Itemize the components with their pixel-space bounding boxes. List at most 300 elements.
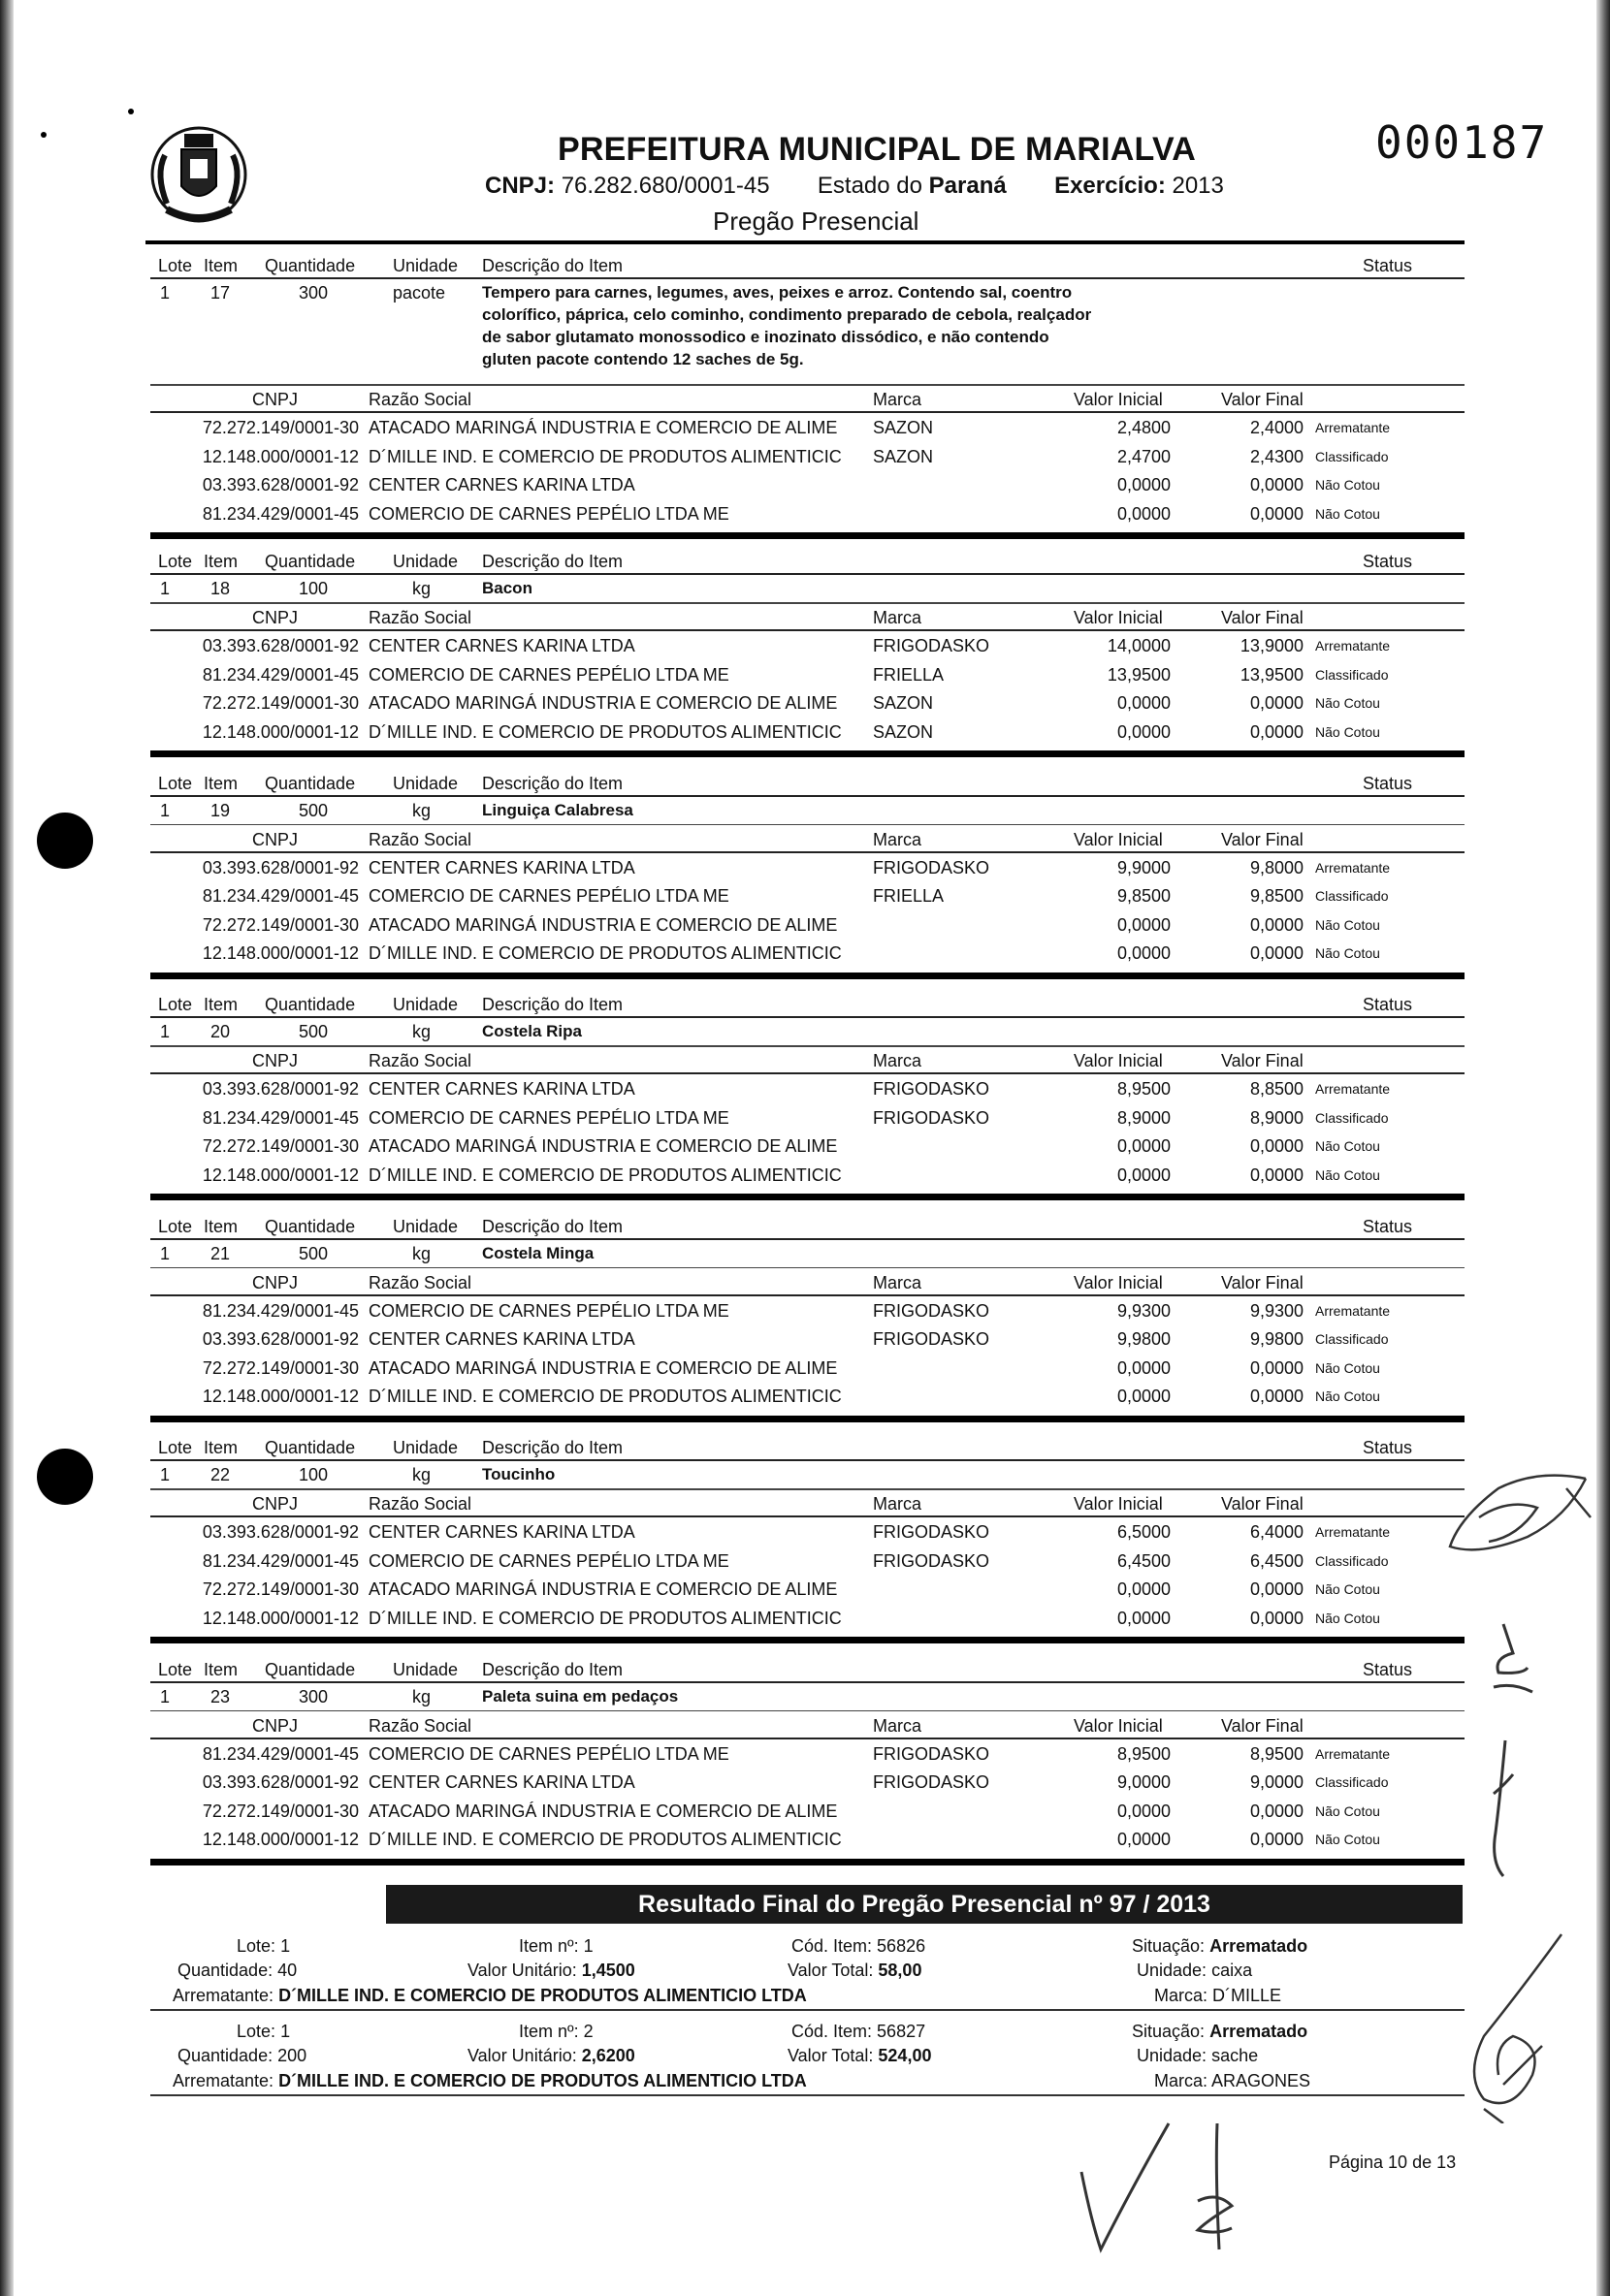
col-header-valor-final: Valor Final (1221, 390, 1304, 409)
col-header-razao: Razão Social (369, 829, 472, 849)
result-cod-item-label: Cód. Item: (791, 1936, 873, 1956)
result-marca (1154, 1986, 1281, 2006)
quantidade-value: 300 (299, 283, 329, 303)
unidade-value: kg (412, 1686, 432, 1706)
bid-valor-inicial: 0,0000 (1116, 1357, 1171, 1378)
bid-valor-inicial: 0,0000 (1116, 1164, 1171, 1185)
result-item-value: 1 (583, 1936, 594, 1956)
result-item-label: Item nº: (519, 1936, 579, 1956)
result-unidade-value: caixa (1211, 1961, 1253, 1980)
col-header-item: Item (204, 995, 239, 1015)
result-arrematante-value: D´MILLE IND. E COMERCIO DE PRODUTOS ALIMENTICIO LTDA (278, 2071, 807, 2090)
lote-value: 1 (160, 1686, 171, 1706)
result-arrematante-label: Arrematante: (173, 1986, 274, 2005)
result-marca-value: D´MILLE (1212, 1986, 1282, 2005)
col-header-lote: Lote (158, 552, 193, 571)
col-header-status: Status (1363, 552, 1413, 571)
bid-row (150, 884, 1465, 908)
col-header-descricao: Descrição do Item (482, 552, 624, 571)
year-label: Exercício: (1054, 173, 1166, 199)
lote-value: 1 (160, 1243, 171, 1263)
bid-status: Não Cotou (1315, 505, 1380, 522)
item-description: Costela Minga (482, 1243, 595, 1262)
lots-list (150, 254, 1465, 1880)
bid-razao-social: COMERCIO DE CARNES PEPÉLIO LTDA ME (369, 1300, 729, 1321)
header-info-line (485, 173, 1224, 200)
bid-header-row (150, 1714, 1465, 1739)
quantidade-value: 500 (299, 1243, 329, 1263)
bid-cnpj: 81.234.429/0001-45 (202, 503, 359, 524)
col-header-valor-inicial: Valor Inicial (1074, 829, 1163, 849)
bid-marca: FRIGODASKO (873, 1107, 990, 1128)
bid-marca: SAZON (873, 721, 934, 742)
bid-row (150, 856, 1465, 879)
ink-dot (41, 132, 47, 138)
bid-valor-final: 13,9000 (1240, 636, 1304, 655)
bid-valor-inicial: 0,0000 (1116, 693, 1171, 713)
divider (150, 1710, 1465, 1712)
col-header-lote: Lote (158, 1438, 193, 1458)
item-value: 21 (210, 1243, 231, 1263)
bid-valor-inicial: 0,0000 (1116, 1387, 1171, 1407)
lot-section (150, 993, 1465, 1215)
bid-marca: SAZON (873, 446, 934, 466)
result-item (519, 2022, 594, 2042)
bid-status: Não Cotou (1315, 1388, 1380, 1405)
page-number: Página 10 de 13 (1329, 2152, 1457, 2172)
bid-status: Arrematante (1315, 1745, 1391, 1762)
bid-razao-social: ATACADO MARINGÁ INDUSTRIA E COMERCIO DE ALIME (369, 693, 838, 713)
bid-razao-social: CENTER CARNES KARINA LTDA (369, 1772, 635, 1793)
col-header-lote: Lote (158, 995, 193, 1015)
bid-marca: SAZON (873, 418, 934, 437)
bid-status: Classificado (1315, 448, 1389, 464)
bid-row (150, 1607, 1465, 1630)
bid-row (150, 1164, 1465, 1187)
bid-valor-inicial: 0,0000 (1116, 721, 1171, 742)
result-marca-label: Marca: (1154, 1986, 1208, 2005)
bid-status: Classificado (1315, 1774, 1389, 1791)
header-rule (145, 240, 1465, 244)
lot-end-rule (150, 1637, 1465, 1643)
bid-valor-inicial: 0,0000 (1116, 943, 1171, 964)
result-lote-label: Lote: (237, 1936, 276, 1956)
bid-status: Classificado (1315, 1552, 1389, 1569)
result-marca (1154, 2071, 1310, 2091)
col-header-valor-final: Valor Final (1221, 1715, 1304, 1736)
col-header-item: Item (204, 1438, 239, 1458)
result-situacao-label: Situação: (1132, 1936, 1206, 1956)
lot-end-rule (150, 1194, 1465, 1200)
col-header-unidade: Unidade (393, 552, 459, 571)
bid-valor-final: 13,9500 (1240, 664, 1304, 685)
col-header-descricao: Descrição do Item (482, 773, 624, 793)
bid-row (150, 445, 1465, 468)
state-label: Estado do (817, 173, 922, 199)
bid-valor-final: 8,9000 (1249, 1107, 1304, 1128)
lote-value: 1 (160, 1465, 171, 1485)
bid-status: Classificado (1315, 1331, 1389, 1348)
item-description (482, 281, 1161, 370)
bid-cnpj: 12.148.000/0001-12 (202, 1830, 359, 1850)
col-header-item: Item (204, 1216, 239, 1236)
bid-valor-inicial: 0,0000 (1116, 1579, 1171, 1600)
col-header-quantidade: Quantidade (265, 773, 356, 793)
year-value: 2013 (1172, 173, 1224, 199)
bid-valor-final: 2,4300 (1249, 446, 1304, 466)
col-header-quantidade: Quantidade (265, 552, 356, 571)
item-value: 20 (210, 1022, 231, 1042)
col-header-valor-inicial: Valor Inicial (1074, 1051, 1163, 1071)
bid-row (150, 1520, 1465, 1544)
bid-status: Classificado (1315, 1109, 1389, 1126)
item-value: 17 (210, 283, 231, 303)
bid-valor-inicial: 8,9500 (1116, 1079, 1171, 1100)
result-valor-unitario-value: 2,6200 (581, 2046, 635, 2065)
col-header-unidade: Unidade (393, 1216, 459, 1236)
unidade-value: kg (412, 1243, 432, 1263)
bid-row (150, 913, 1465, 937)
result-marca-value: ARAGONES (1211, 2071, 1311, 2090)
result-arrematante (173, 2071, 807, 2091)
bid-row (150, 1356, 1465, 1380)
col-header-unidade: Unidade (393, 773, 459, 793)
result-lote-value: 1 (280, 1936, 291, 1956)
result-item-label: Item nº: (519, 2022, 579, 2041)
bid-valor-final: 0,0000 (1249, 693, 1304, 713)
bid-valor-final: 0,0000 (1249, 1164, 1304, 1185)
signature-initials-2 (1484, 1614, 1542, 1702)
result-situacao (1132, 2022, 1307, 2042)
bid-header-row (150, 1049, 1465, 1074)
state-value: Paraná (928, 173, 1007, 199)
lot-end-rule (150, 750, 1465, 757)
bid-razao-social: COMERCIO DE CARNES PEPÉLIO LTDA ME (369, 1107, 729, 1128)
result-valor-total (788, 2046, 931, 2066)
bid-cnpj: 72.272.149/0001-30 (202, 1579, 359, 1600)
lot-end-rule (150, 973, 1465, 979)
bid-valor-inicial: 0,0000 (1116, 1136, 1171, 1157)
item-description-line: Tempero para carnes, legumes, aves, peixes e arroz. Contendo sal, coentro (482, 283, 1073, 302)
lot-item-row (150, 1020, 1465, 1043)
col-header-valor-final: Valor Final (1221, 1272, 1304, 1292)
bid-razao-social: D´MILLE IND. E COMERCIO DE PRODUTOS ALIMENTICIC (369, 446, 842, 466)
bid-cnpj: 81.234.429/0001-45 (202, 1300, 359, 1321)
bid-valor-inicial: 0,0000 (1116, 1830, 1171, 1850)
quantidade-value: 100 (299, 1465, 329, 1485)
bid-valor-final: 9,9800 (1249, 1329, 1304, 1350)
col-header-razao: Razão Social (369, 1715, 472, 1736)
bid-marca: FRIGODASKO (873, 636, 990, 655)
result-valor-total-label: Valor Total: (788, 2046, 874, 2065)
bid-razao-social: CENTER CARNES KARINA LTDA (369, 636, 635, 655)
bid-cnpj: 03.393.628/0001-92 (202, 1772, 359, 1793)
result-valor-total-value: 58,00 (878, 1961, 922, 1980)
result-valor-total-value: 524,00 (878, 2046, 932, 2065)
col-header-quantidade: Quantidade (265, 1438, 356, 1458)
bid-cnpj: 72.272.149/0001-30 (202, 418, 359, 437)
bid-status: Classificado (1315, 888, 1389, 905)
bid-razao-social: COMERCIO DE CARNES PEPÉLIO LTDA ME (369, 664, 729, 685)
bid-valor-final: 0,0000 (1249, 1387, 1304, 1407)
divider (150, 1045, 1465, 1047)
col-header-cnpj: CNPJ (252, 608, 299, 627)
col-header-marca: Marca (873, 1494, 922, 1515)
col-header-cnpj: CNPJ (252, 1051, 299, 1071)
bid-row (150, 691, 1465, 715)
bid-header-row (150, 388, 1465, 413)
result-divider (150, 2009, 1465, 2011)
punch-hole (37, 1449, 93, 1505)
lot-header-row (150, 550, 1465, 575)
bid-valor-inicial: 8,9000 (1116, 1107, 1171, 1128)
col-header-valor-final: Valor Final (1221, 608, 1304, 627)
bid-cnpj: 81.234.429/0001-45 (202, 1743, 359, 1764)
bid-marca: FRIGODASKO (873, 1522, 990, 1543)
lot-section (150, 772, 1465, 994)
result-unidade-label: Unidade: (1137, 1961, 1208, 1980)
result-item (519, 1936, 594, 1957)
bid-razao-social: COMERCIO DE CARNES PEPÉLIO LTDA ME (369, 1743, 729, 1764)
bid-cnpj: 12.148.000/0001-12 (202, 446, 359, 466)
bid-row (150, 1800, 1465, 1823)
lot-header-row (150, 1436, 1465, 1461)
divider (150, 1488, 1465, 1490)
lot-item-row (150, 1463, 1465, 1486)
bid-valor-final: 0,0000 (1249, 914, 1304, 935)
bid-valor-final: 9,8000 (1249, 857, 1304, 877)
col-header-item: Item (204, 773, 239, 793)
bid-cnpj: 81.234.429/0001-45 (202, 664, 359, 685)
bid-status: Não Cotou (1315, 1166, 1380, 1183)
col-header-cnpj: CNPJ (252, 829, 299, 849)
bid-valor-final: 0,0000 (1249, 943, 1304, 964)
bid-valor-inicial: 9,9300 (1116, 1300, 1171, 1321)
bid-header-row (150, 828, 1465, 853)
result-lote (237, 2022, 290, 2042)
bid-status: Não Cotou (1315, 1359, 1380, 1376)
bid-header-row (150, 1492, 1465, 1517)
bid-valor-final: 0,0000 (1249, 1801, 1304, 1821)
col-header-item: Item (204, 552, 239, 571)
result-divider (150, 2094, 1465, 2096)
divider (150, 1267, 1465, 1269)
municipal-crest-icon (145, 116, 252, 233)
col-header-valor-final: Valor Final (1221, 1051, 1304, 1071)
col-header-descricao: Descrição do Item (482, 995, 624, 1015)
lot-item-row (150, 799, 1465, 822)
bid-row (150, 502, 1465, 526)
result-cod-item (791, 1936, 925, 1957)
result-lote-label: Lote: (237, 2022, 276, 2041)
unidade-value: kg (412, 579, 432, 598)
bid-razao-social: ATACADO MARINGÁ INDUSTRIA E COMERCIO DE ALIME (369, 418, 838, 437)
bid-valor-inicial: 2,4800 (1116, 418, 1171, 437)
bid-valor-inicial: 9,8500 (1116, 886, 1171, 907)
bid-cnpj: 81.234.429/0001-45 (202, 1550, 359, 1571)
bid-valor-final: 0,0000 (1249, 475, 1304, 494)
bid-valor-final: 6,4500 (1249, 1550, 1304, 1571)
bid-marca: FRIGODASKO (873, 1079, 990, 1100)
signature-initials-3 (1476, 1736, 1525, 1881)
bid-valor-inicial: 0,0000 (1116, 503, 1171, 524)
col-header-descricao: Descrição do Item (482, 256, 624, 275)
bid-valor-final: 0,0000 (1249, 503, 1304, 524)
lot-header-row (150, 254, 1465, 279)
bid-row (150, 720, 1465, 744)
bid-status: Arrematante (1315, 859, 1391, 876)
bid-valor-final: 9,9300 (1249, 1300, 1304, 1321)
bid-row (150, 1549, 1465, 1573)
lot-header-row (150, 1215, 1465, 1240)
page-title: PREFEITURA MUNICIPAL DE MARIALVA (558, 131, 1197, 168)
lot-end-rule (150, 1416, 1465, 1422)
document-header (145, 116, 1549, 247)
bid-status: Não Cotou (1315, 1581, 1380, 1598)
result-valor-unitario (467, 1961, 635, 1981)
bid-marca: FRIGODASKO (873, 1772, 990, 1793)
col-header-razao: Razão Social (369, 1494, 472, 1515)
bid-cnpj: 81.234.429/0001-45 (202, 886, 359, 907)
col-header-marca: Marca (873, 390, 922, 409)
lot-item-row (150, 1685, 1465, 1708)
bid-cnpj: 81.234.429/0001-45 (202, 1107, 359, 1128)
bid-valor-final: 8,9500 (1249, 1743, 1304, 1764)
lot-item-row (150, 577, 1465, 600)
bid-row (150, 1770, 1465, 1794)
col-header-unidade: Unidade (393, 256, 459, 275)
bid-razao-social: CENTER CARNES KARINA LTDA (369, 1522, 635, 1543)
result-quantidade-value: 40 (277, 1961, 298, 1980)
col-header-item: Item (204, 1659, 239, 1679)
bid-valor-inicial: 6,4500 (1116, 1550, 1171, 1571)
bid-valor-inicial: 9,9000 (1116, 857, 1171, 877)
bid-valor-final: 0,0000 (1249, 721, 1304, 742)
bid-cnpj: 72.272.149/0001-30 (202, 1801, 359, 1821)
page-edge-left (0, 0, 14, 2296)
result-item-value: 2 (583, 2022, 594, 2041)
quantidade-value: 500 (299, 800, 329, 820)
bid-marca: FRIGODASKO (873, 1300, 990, 1321)
col-header-quantidade: Quantidade (265, 1659, 356, 1679)
bid-row (150, 1327, 1465, 1351)
bid-razao-social: COMERCIO DE CARNES PEPÉLIO LTDA ME (369, 1550, 729, 1571)
bid-marca: FRIGODASKO (873, 857, 990, 877)
col-header-razao: Razão Social (369, 1272, 472, 1292)
bid-cnpj: 72.272.149/0001-30 (202, 693, 359, 713)
bid-row (150, 1742, 1465, 1766)
bid-cnpj: 72.272.149/0001-30 (202, 914, 359, 935)
lot-section (150, 254, 1465, 550)
lot-section (150, 1436, 1465, 1658)
bid-razao-social: ATACADO MARINGÁ INDUSTRIA E COMERCIO DE ALIME (369, 1579, 838, 1600)
divider (150, 384, 1465, 386)
col-header-status: Status (1363, 1216, 1413, 1236)
result-arrematante-label: Arrematante: (173, 2071, 274, 2090)
bid-cnpj: 12.148.000/0001-12 (202, 1387, 359, 1407)
col-header-razao: Razão Social (369, 390, 472, 409)
cnpj-label: CNPJ: (485, 173, 556, 199)
result-valor-unitario (467, 2046, 635, 2066)
col-header-cnpj: CNPJ (252, 390, 299, 409)
bid-cnpj: 03.393.628/0001-92 (202, 1522, 359, 1543)
bid-status: Arrematante (1315, 420, 1391, 435)
col-header-valor-final: Valor Final (1221, 1494, 1304, 1515)
divider (150, 602, 1465, 604)
bid-cnpj: 03.393.628/0001-92 (202, 1079, 359, 1100)
col-header-descricao: Descrição do Item (482, 1438, 624, 1458)
col-header-valor-final: Valor Final (1221, 829, 1304, 849)
item-description: Bacon (482, 579, 532, 597)
bid-cnpj: 03.393.628/0001-92 (202, 636, 359, 655)
unidade-value: kg (412, 1465, 432, 1485)
col-header-marca: Marca (873, 608, 922, 627)
col-header-marca: Marca (873, 829, 922, 849)
bid-row (150, 1828, 1465, 1851)
col-header-valor-inicial: Valor Inicial (1074, 1272, 1163, 1292)
bid-razao-social: D´MILLE IND. E COMERCIO DE PRODUTOS ALIMENTICIC (369, 1387, 842, 1407)
bid-row (150, 1385, 1465, 1408)
lot-end-rule (150, 532, 1465, 539)
bid-razao-social: D´MILLE IND. E COMERCIO DE PRODUTOS ALIMENTICIC (369, 1164, 842, 1185)
result-valor-total-label: Valor Total: (788, 1961, 874, 1980)
bid-razao-social: D´MILLE IND. E COMERCIO DE PRODUTOS ALIMENTICIC (369, 1830, 842, 1850)
lot-header-row (150, 772, 1465, 797)
bid-valor-inicial: 2,4700 (1116, 446, 1171, 466)
result-unidade (1137, 2046, 1258, 2066)
result-situacao (1132, 1936, 1307, 1957)
lot-item-row (150, 1242, 1465, 1265)
col-header-valor-inicial: Valor Inicial (1074, 390, 1163, 409)
result-quantidade-label: Quantidade: (177, 2046, 274, 2065)
result-valor-unitario-value: 1,4500 (581, 1961, 635, 1980)
bid-row (150, 634, 1465, 657)
col-header-valor-inicial: Valor Inicial (1074, 1494, 1163, 1515)
col-header-quantidade: Quantidade (265, 1216, 356, 1236)
item-description: Toucinho (482, 1465, 556, 1484)
item-value: 22 (210, 1465, 231, 1485)
bid-status: Não Cotou (1315, 916, 1380, 933)
bid-row (150, 941, 1465, 965)
bid-row (150, 1299, 1465, 1323)
col-header-cnpj: CNPJ (252, 1715, 299, 1736)
lote-value: 1 (160, 579, 171, 598)
col-header-descricao: Descrição do Item (482, 1659, 624, 1679)
result-arrematante-value: D´MILLE IND. E COMERCIO DE PRODUTOS ALIMENTICIO LTDA (278, 1986, 807, 2005)
bid-razao-social: CENTER CARNES KARINA LTDA (369, 1329, 635, 1350)
bid-status: Não Cotou (1315, 1832, 1380, 1848)
item-value: 19 (210, 800, 231, 820)
col-header-status: Status (1363, 256, 1413, 275)
result-quantidade (177, 2046, 306, 2066)
cnpj-value: 76.282.680/0001-45 (561, 173, 770, 199)
bid-header-row (150, 1271, 1465, 1296)
col-header-unidade: Unidade (393, 995, 459, 1015)
result-valor-unitario-label: Valor Unitário: (467, 2046, 577, 2065)
item-value: 18 (210, 579, 231, 598)
col-header-lote: Lote (158, 773, 193, 793)
bid-valor-final: 0,0000 (1249, 1579, 1304, 1600)
result-marca-label: Marca: (1154, 2071, 1208, 2090)
lot-header-row (150, 993, 1465, 1018)
bid-status: Não Cotou (1315, 945, 1380, 962)
bid-valor-inicial: 0,0000 (1116, 1801, 1171, 1821)
bid-razao-social: ATACADO MARINGÁ INDUSTRIA E COMERCIO DE ALIME (369, 1136, 838, 1157)
bid-valor-inicial: 9,0000 (1116, 1772, 1171, 1793)
bid-status: Arrematante (1315, 638, 1391, 654)
result-cod-item (791, 2022, 925, 2042)
bid-marca: FRIELLA (873, 664, 945, 685)
